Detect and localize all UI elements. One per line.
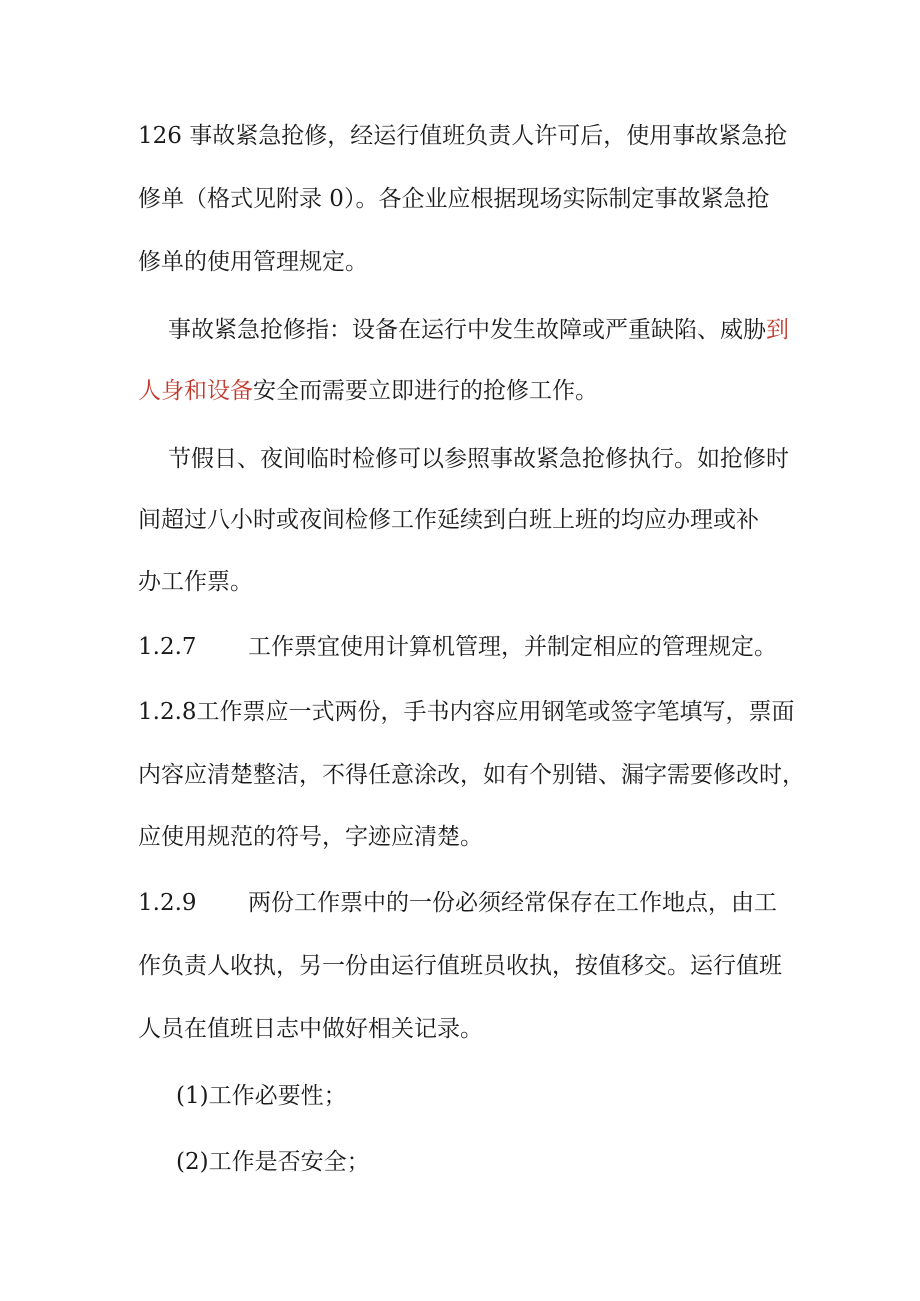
para1-line3: 修单的使用管理规定。 bbox=[138, 249, 368, 275]
list-item: (2)工作是否安全； bbox=[176, 1149, 370, 1175]
section-1-2-8-line1: 1.2.8工作票应一式两份，手书内容应用钢笔或签字笔填写，票面 bbox=[138, 699, 795, 725]
para2-line1-highlight: 到 bbox=[766, 317, 789, 343]
list-item: (1)工作必要性； bbox=[176, 1083, 347, 1109]
section-1-2-8-line3: 应使用规范的符号，字迹应清楚。 bbox=[138, 824, 483, 850]
section-1-2-9-line1 bbox=[138, 888, 777, 918]
para2-line1-text: 事故紧急抢修指：设备在运行中发生故障或严重缺陷、威胁 bbox=[168, 317, 766, 343]
para3-line1: 节假日、夜间临时检修可以参照事故紧急抢修执行。如抢修时 bbox=[168, 446, 789, 472]
para3-line3: 办工作票。 bbox=[138, 569, 253, 595]
section-1-2-9-line3: 人员在值班日志中做好相关记录。 bbox=[138, 1016, 483, 1042]
para2-line2-highlight: 人身和设备 bbox=[138, 378, 253, 404]
para3-line2: 间超过八小时或夜间检修工作延续到白班上班的均应办理或补 bbox=[138, 507, 759, 533]
section-text: 工作票宜使用计算机管理，并制定相应的管理规定。 bbox=[248, 634, 777, 660]
section-number: 1.2.9 bbox=[138, 890, 197, 916]
para1-line2: 修单（格式见附录 0）。各企业应根据现场实际制定事故紧急抢 bbox=[138, 186, 770, 212]
para1-line1: 126 事故紧急抢修，经运行值班负责人许可后，使用事故紧急抢 bbox=[138, 123, 788, 149]
section-1-2-8-line2: 内容应清楚整洁，不得任意涂改，如有个别错、漏字需要修改时， bbox=[138, 762, 805, 788]
para2-line1 bbox=[168, 315, 789, 345]
section-1-2-9-line2: 作负责人收执，另一份由运行值班员收执，按值移交。运行值班 bbox=[138, 953, 782, 979]
para2-line2-text: 安全而需要立即进行的抢修工作。 bbox=[253, 378, 598, 404]
para2-line2 bbox=[138, 376, 598, 406]
section-number: 1.2.7 bbox=[138, 634, 197, 660]
section-text: 两份工作票中的一份必须经常保存在工作地点，由工 bbox=[248, 890, 777, 916]
section-1-2-7 bbox=[138, 632, 777, 662]
